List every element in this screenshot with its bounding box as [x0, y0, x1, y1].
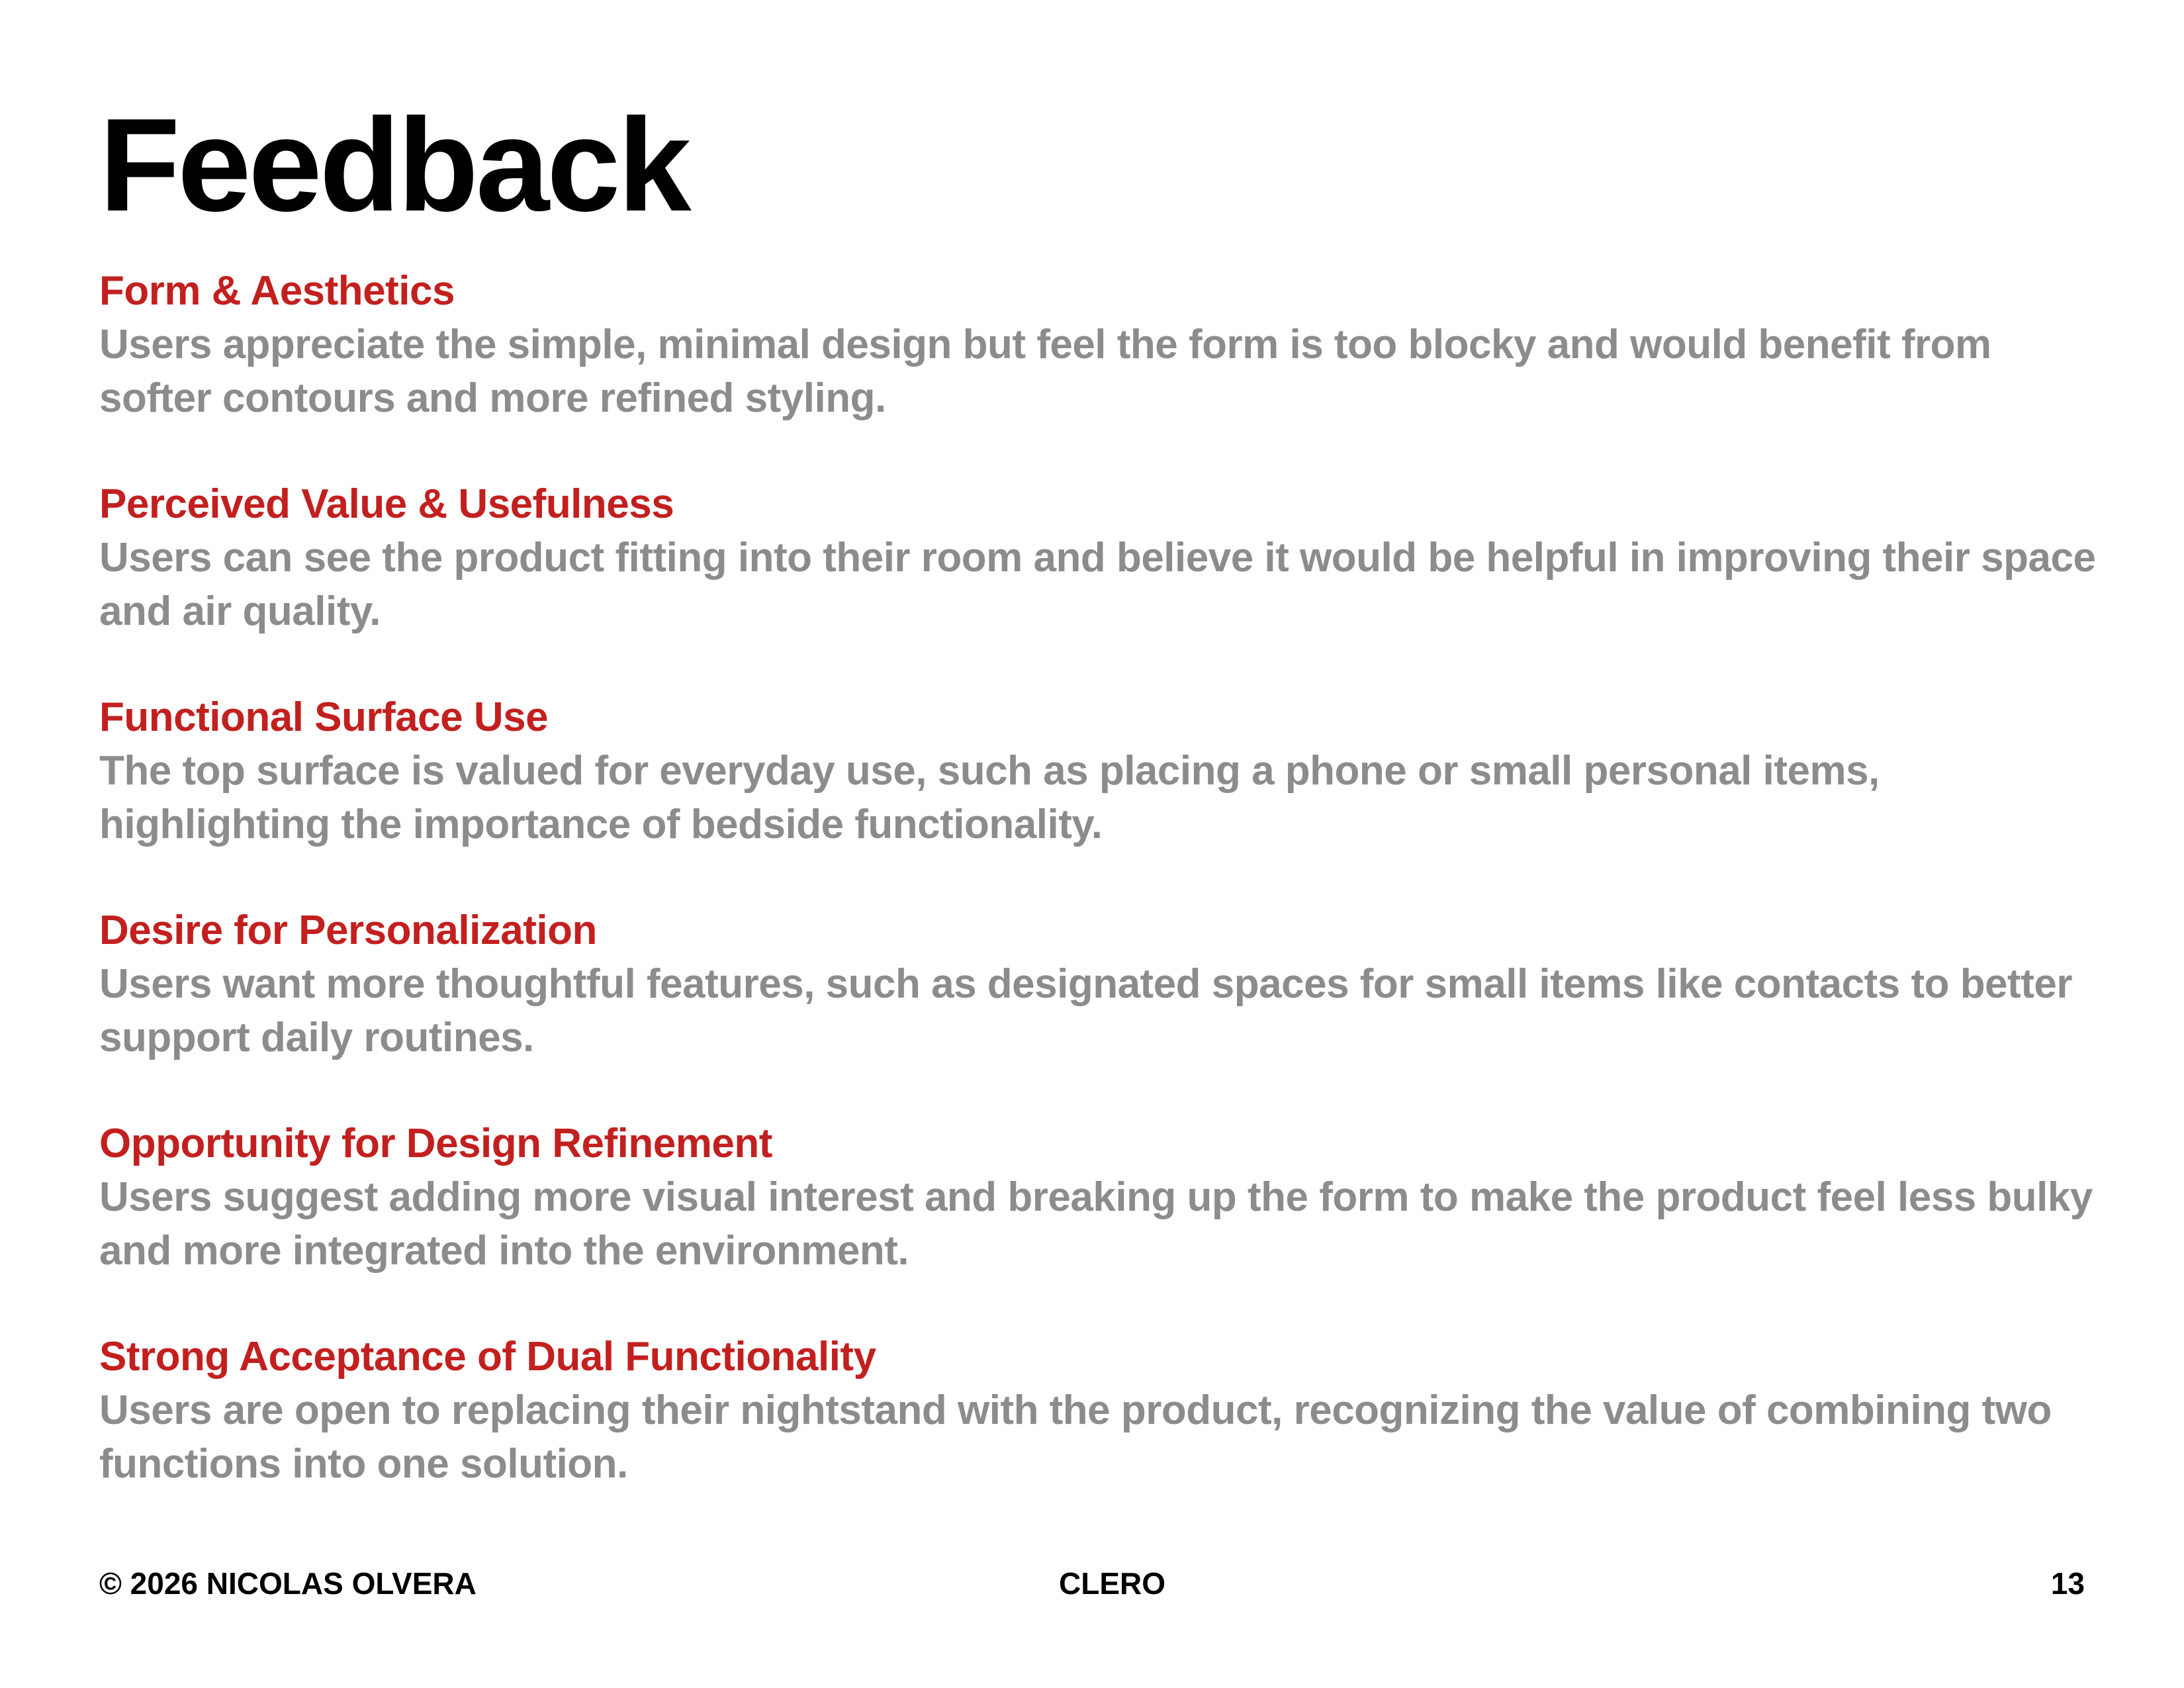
section-body: Users suggest adding more visual interest and breaking up the form to make the product feel less bulky and more integrated into the environment.: [99, 1174, 2093, 1274]
section-body: Users appreciate the simple, minimal design but feel the form is too blocky and would benefit from softer contours and more refined styling.: [99, 322, 1991, 421]
feedback-section-form-aesthetics: [99, 265, 2111, 478]
section-heading: Perceived Value & Usefulness: [99, 481, 674, 527]
section-body: Users can see the product fitting into their room and believe it would be helpful in improving their space and air quality.: [99, 535, 2096, 634]
page-title: Feedback: [99, 91, 689, 239]
page-footer: [99, 1566, 2085, 1605]
footer-brand: CLERO: [1059, 1566, 1165, 1601]
section-heading: Functional Surface Use: [99, 694, 549, 740]
section-heading: Opportunity for Design Refinement: [99, 1121, 772, 1166]
footer-copyright: © 2026 NICOLAS OLVERA: [99, 1566, 477, 1601]
section-body: Users want more thoughtful features, such as designated spaces for small items like contacts to better support daily routines.: [99, 961, 2072, 1060]
footer-page-number: 13: [2050, 1566, 2085, 1601]
section-body: The top surface is valued for everyday use, such as placing a phone or small personal items, highlighting the importance of bedside functionality.: [99, 748, 1880, 847]
section-body: Users are open to replacing their nightstand with the product, recognizing the value of combining two functions into one solution.: [99, 1387, 2052, 1487]
feedback-section-functional-surface: [99, 691, 2111, 904]
section-heading: Form & Aesthetics: [99, 268, 455, 314]
feedback-sections: [99, 265, 2111, 1544]
feedback-section-personalization: [99, 904, 2111, 1117]
feedback-section-dual-functionality: [99, 1331, 2111, 1544]
section-heading: Desire for Personalization: [99, 908, 597, 953]
section-heading: Strong Acceptance of Dual Functionality: [99, 1334, 876, 1380]
feedback-section-design-refinement: [99, 1117, 2111, 1331]
feedback-section-perceived-value: [99, 478, 2111, 691]
